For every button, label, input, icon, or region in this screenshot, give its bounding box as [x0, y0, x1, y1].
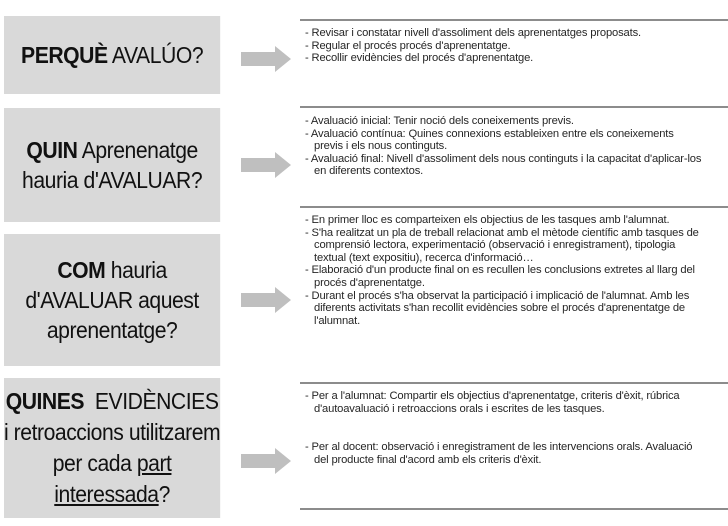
arrow-right-icon: [241, 46, 291, 72]
answer-item: - Avaluació final: Nivell d'assoliment dels nous continguts i la capacitat d'aplicar-los en diferents contextos.: [305, 152, 702, 178]
question-text: [4, 255, 220, 345]
answer-item: - S'ha realitzat un pla de treball relacionat amb el mètode científic amb tasques de comprensió lectora, experimentació (observació i enregistrament), tipologia textual (text expositiu), recerca d'informació…: [305, 226, 699, 264]
answer-item: - En primer lloc es comparteixen els objectius de les tasques amb l'alumnat.: [305, 214, 670, 226]
arrow-shape: [241, 448, 291, 474]
question-text: [4, 40, 220, 70]
question-box-what: [4, 108, 220, 222]
arrow-right-icon: [241, 448, 291, 474]
question-box-how: [4, 234, 220, 366]
answer-item: - Recollir evidències del procés d'aprenentatge.: [305, 52, 534, 65]
question-rest: Aprenenatge hauria d'AVALUAR?: [22, 137, 203, 193]
spacer: [305, 415, 705, 441]
divider-line: [300, 19, 728, 21]
arrow-right-icon: [241, 152, 291, 178]
question-rest: AVALÚO?: [107, 42, 204, 68]
question-rest: EVIDÈNCIES i retroaccions utilitzarem per cada: [4, 388, 226, 476]
question-text: [4, 386, 226, 510]
answer-list-why: [305, 27, 705, 65]
answer-item: - Elaboració d'un producte final on es recullen les conclusions extretes al llarg del procés d'aprenentatge.: [305, 264, 695, 289]
divider-line: [300, 206, 728, 208]
question-keyword: PERQUÈ: [21, 42, 108, 68]
question-rest: ?: [158, 481, 170, 507]
question-keyword: COM: [57, 257, 106, 283]
question-rest: hauria d'AVALUAR aquest aprenentatge?: [25, 257, 199, 343]
question-box-evidence: [4, 378, 226, 518]
question-text: [4, 135, 220, 195]
question-underlined: part: [136, 450, 172, 476]
answer-list-what: [305, 115, 705, 178]
arrow-right-icon: [241, 287, 291, 313]
answer-item: - Per a l'alumnat: Compartir els objectius d'aprenentatge, criteris d'èxit, rúbrica d'autoavaluació i retroaccions orals i escrites de les tasques.: [305, 390, 680, 415]
answer-item: - Regular el procés procés d'aprenentatge.: [305, 39, 511, 52]
answer-item: - Avaluació inicial: Tenir noció dels coneixements previs.: [305, 115, 574, 127]
divider-line: [300, 382, 728, 384]
question-keyword: QUIN: [26, 137, 78, 163]
answer-list-how: [305, 214, 705, 327]
answer-item: - Durant el procés s'ha observat la participació i implicació de l'alumnat. Amb les diferents activitats s'han recollit evidències sobre el procés d'aprenentatge de l'alumnat.: [305, 289, 690, 327]
answer-item: - Avaluació contínua: Quines connexions estableixen entre els coneixements previs i els nous continguts.: [305, 127, 674, 153]
arrow-shape: [241, 46, 291, 72]
question-underlined: interessada: [54, 481, 159, 507]
arrow-shape: [241, 287, 291, 313]
arrow-shape: [241, 152, 291, 178]
answer-list-evidence: [305, 390, 705, 466]
question-keyword: QUINES: [5, 388, 85, 414]
question-box-why: [4, 16, 220, 94]
divider-line: [300, 106, 728, 108]
answer-item: - Revisar i constatar nivell d'assoliment dels aprenentatges proposats.: [305, 27, 641, 39]
divider-line: [300, 508, 728, 510]
answer-item: - Per al docent: observació i enregistrament de les intervencions orals. Avaluació del producte final d'acord amb els criteris d'èxit.: [305, 441, 693, 466]
